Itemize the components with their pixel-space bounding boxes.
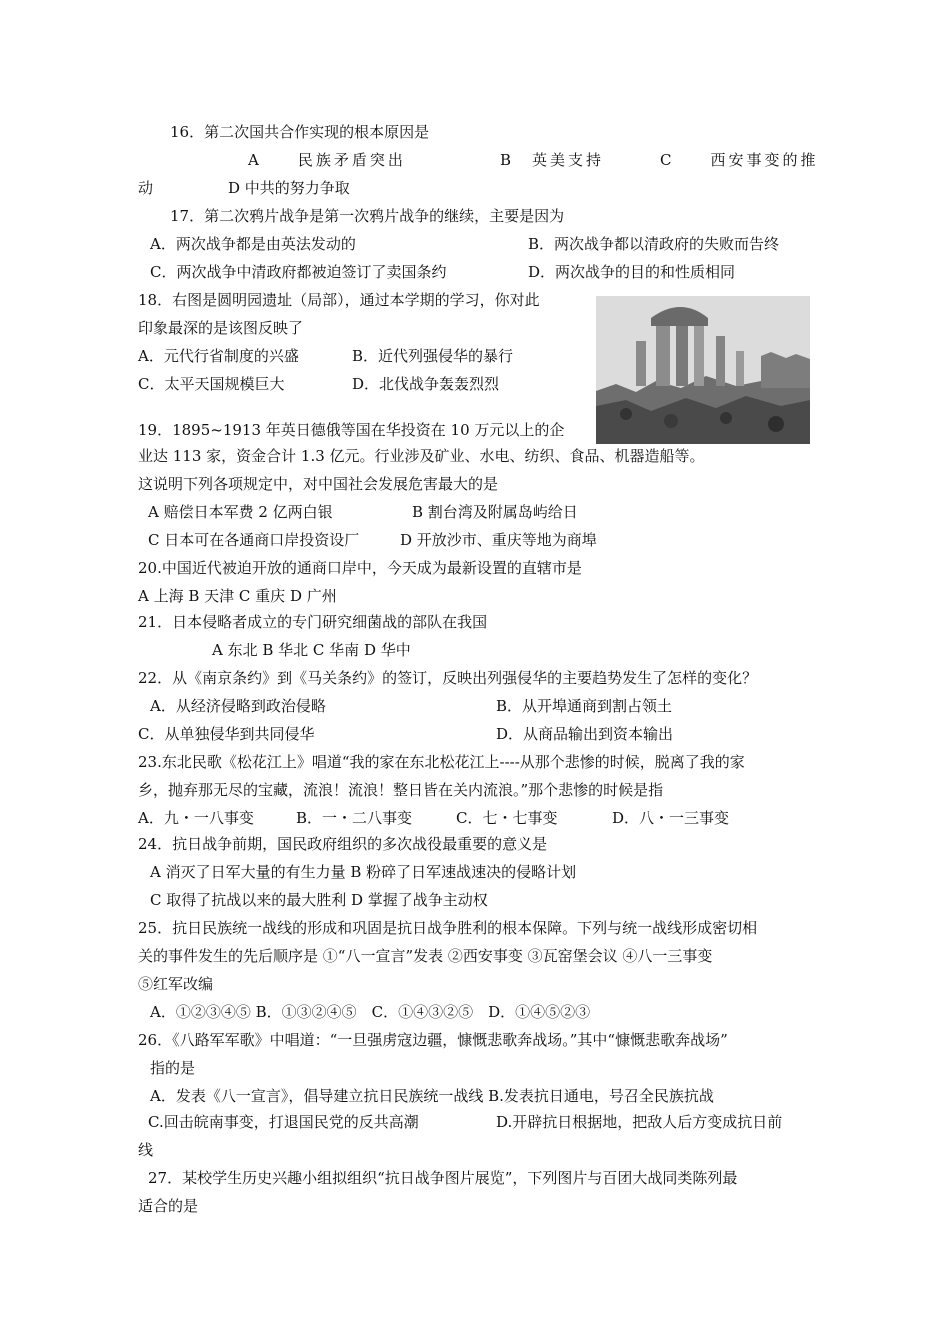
question-23-option-b: B．一・二八事变 (296, 809, 413, 827)
question-25-stem-cont2: ⑤红军改编 (138, 975, 214, 993)
question-16-option-c-cont: 动 (138, 179, 154, 197)
question-25-stem: 25．抗日民族统一战线的形成和巩固是抗日战争胜利的根本保障。下列与统一战线形成密切相 (138, 919, 758, 937)
question-23-stem: 23.东北民歌《松花江上》唱道“我的家在东北松花江上----从那个悲惨的时候，脱离了我的家 (138, 753, 745, 771)
question-19-option-b: B 割台湾及附属岛屿给日 (412, 503, 578, 521)
question-23-option-a: A．九・一八事变 (138, 809, 254, 827)
question-17-option-c: C．两次战争中清政府都被迫签订了卖国条约 (150, 263, 447, 281)
question-18-option-d: D．北伐战争轰轰烈烈 (352, 375, 500, 393)
question-19-stem: 19．1895~1913 年英日德俄等国在华投资在 10 万元以上的企 (138, 421, 565, 439)
question-18-option-a: A．元代行省制度的兴盛 (138, 347, 299, 365)
question-25-stem-cont: 关的事件发生的先后顺序是 ①“八一宣言”发表 ②西安事变 ③瓦窑堡会议 ④八一三事变 (138, 947, 713, 965)
question-22-option-c: C．从单独侵华到共同侵华 (138, 725, 315, 743)
question-24-options-ab: A 消灭了日军大量的有生力量 B 粉碎了日军速战速决的侵略计划 (150, 863, 577, 881)
question-18-stem: 18．右图是圆明园遗址（局部），通过本学期的学习，你对此 (138, 291, 540, 309)
question-27-stem: 27．某校学生历史兴趣小组拟组织“抗日战争图片展览”，下列图片与百团大战同类陈列最 (148, 1169, 738, 1187)
question-25-options: A．①②③④⑤ B．①③②④⑤ C．①④③②⑤ D．①④⑤②③ (150, 1003, 591, 1021)
question-26-stem: 26．《八路军军歌》中唱道：“一旦强虏寇边疆，慷慨悲歌奔战场。”其中“慷慨悲歌奔战场” (138, 1031, 728, 1049)
question-22-stem: 22．从《南京条约》到《马关条约》的签订，反映出列强侵华的主要趋势发生了怎样的变化？ (138, 669, 758, 687)
question-16-option-c: C 西安事变的推 (660, 151, 819, 169)
question-17-option-b: B．两次战争都以清政府的失败而告终 (528, 235, 780, 253)
question-26-stem-cont: 指的是 (150, 1059, 196, 1077)
question-20-options: A 上海 B 天津 C 重庆 D 广州 (138, 587, 337, 605)
question-16-option-a: A 民族矛盾突出 (248, 151, 406, 169)
question-17-option-d: D．两次战争的目的和性质相同 (528, 263, 736, 281)
question-21-options: A 东北 B 华北 C 华南 D 华中 (212, 641, 411, 659)
question-26-option-d: D.开辟抗日根据地，把敌人后方变成抗日前 (496, 1113, 783, 1131)
question-22-option-a: A．从经济侵略到政治侵略 (150, 697, 326, 715)
question-19-option-c: C 日本可在各通商口岸投资设厂 (148, 531, 360, 549)
question-27-stem-cont: 适合的是 (138, 1197, 199, 1215)
question-17-stem: 17．第二次鸦片战争是第一次鸦片战争的继续，主要是因为 (170, 207, 565, 225)
question-24-stem: 24．抗日战争前期，国民政府组织的多次战役最重要的意义是 (138, 835, 548, 853)
question-23-stem-cont: 乡，抛弃那无尽的宝藏，流浪！流浪！整日皆在关内流浪。”那个悲惨的时候是指 (138, 781, 664, 799)
question-19-stem-cont: 业达 113 家，资金合计 1.3 亿元。行业涉及矿业、水电、纺织、食品、机器造船等。 (138, 447, 705, 465)
yuanmingyuan-ruins-photo (596, 296, 810, 444)
question-21-stem: 21．日本侵略者成立的专门研究细菌战的部队在我国 (138, 613, 488, 631)
question-18-option-b: B．近代列强侵华的暴行 (352, 347, 514, 365)
question-19-option-d: D 开放沙市、重庆等地为商埠 (400, 531, 597, 549)
question-18-option-c: C．太平天国规模巨大 (138, 375, 285, 393)
question-23-option-c: C．七・七事变 (456, 809, 558, 827)
question-23-option-d: D．八・一三事变 (612, 809, 730, 827)
question-26-option-c: C.回击皖南事变，打退国民党的反共高潮 (148, 1113, 419, 1131)
question-16-stem: 16．第二次国共合作实现的根本原因是 (170, 123, 430, 141)
question-17-option-a: A．两次战争都是由英法发动的 (150, 235, 356, 253)
question-20-stem: 20.中国近代被迫开放的通商口岸中，今天成为最新设置的直辖市是 (138, 559, 582, 577)
question-26-options-ab: A．发表《八一宣言》，倡导建立抗日民族统一战线 B.发表抗日通电，号召全民族抗战 (150, 1087, 714, 1105)
question-22-option-d: D．从商品输出到资本输出 (496, 725, 674, 743)
question-16-option-b: B 英美支持 (500, 151, 605, 169)
question-22-option-b: B．从开埠通商到割占领土 (496, 697, 673, 715)
question-26-option-d-cont: 线 (138, 1141, 154, 1159)
question-19-prompt: 这说明下列各项规定中，对中国社会发展危害最大的是 (138, 475, 499, 493)
question-19-option-a: A 赔偿日本军费 2 亿两白银 (148, 503, 333, 521)
question-24-options-cd: C 取得了抗战以来的最大胜利 D 掌握了战争主动权 (150, 891, 488, 909)
question-16-option-d: D 中共的努力争取 (228, 179, 350, 197)
question-18-stem-cont: 印象最深的是该图反映了 (138, 319, 304, 337)
